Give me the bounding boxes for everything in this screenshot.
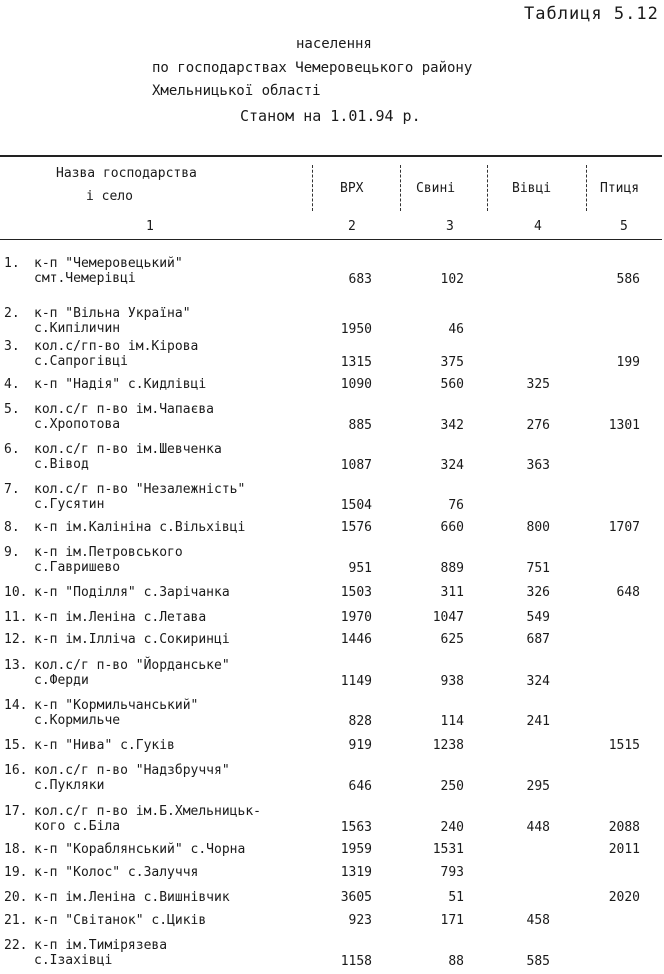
header-name-line-2: і село [86,189,133,204]
header-sheep: Вівці [512,181,552,196]
cell-birds: 2011 [608,842,640,857]
cell-pigs: 1531 [432,842,464,857]
row-number: 19. [4,865,28,880]
cell-pigs: 46 [448,322,464,337]
cell-sheep: 363 [526,458,550,473]
cell-vrh: 1970 [340,610,372,625]
row-number: 16. [4,763,28,778]
header-divider [312,165,313,211]
farm-name: к-п "Чемеровецький" смт.Чемерівці [34,256,183,286]
column-number: 4 [534,219,542,234]
title-line-4: Станом на 1.01.94 р. [240,107,421,125]
farm-name: к-п ім.Ілліча с.Сокиринці [34,632,230,647]
cell-vrh: 1087 [340,458,372,473]
row-number: 9. [4,545,20,560]
row-number: 11. [4,610,28,625]
cell-birds: 648 [616,585,640,600]
cell-pigs: 342 [440,418,464,433]
farm-name: к-п "Нива" с.Гуків [34,738,175,753]
row-number: 15. [4,738,28,753]
cell-pigs: 1047 [432,610,464,625]
farm-name: к-п "Світанок" с.Циків [34,913,207,928]
header-divider [586,165,587,211]
cell-sheep: 448 [526,820,550,835]
cell-pigs: 660 [440,520,464,535]
header-name-line-1: Назва господарства [56,166,197,181]
farm-name: к-п ім.Петровського с.Гавришево [34,545,183,575]
cell-sheep: 800 [526,520,550,535]
row-number: 3. [4,339,20,354]
cell-sheep: 295 [526,779,550,794]
cell-vrh: 646 [348,779,372,794]
cell-vrh: 3605 [340,890,372,905]
cell-sheep: 276 [526,418,550,433]
farm-name: к-п "Поділля" с.Зарічанка [34,585,230,600]
cell-birds: 2088 [608,820,640,835]
farm-name: к-п "Надія" с.Кидлівці [34,377,207,392]
farm-name: кол.с/гп-во ім.Кірова с.Сапрогівці [34,339,199,369]
cell-vrh: 828 [348,714,372,729]
cell-pigs: 102 [440,272,464,287]
cell-birds: 1515 [608,738,640,753]
farm-name: кол.с/г п-во "Незалежність" с.Гусятин [34,482,246,512]
cell-pigs: 938 [440,674,464,689]
farm-name: к-п "Кораблянський" с.Чорна [34,842,246,857]
row-number: 18. [4,842,28,857]
cell-sheep: 326 [526,585,550,600]
header-birds: Птиця [600,181,640,196]
row-number: 13. [4,658,28,673]
cell-vrh: 1149 [340,674,372,689]
title-line-3: Хмельницької області [152,83,321,99]
cell-sheep: 549 [526,610,550,625]
row-number: 14. [4,698,28,713]
cell-sheep: 324 [526,674,550,689]
cell-pigs: 250 [440,779,464,794]
row-number: 8. [4,520,20,535]
header-divider [400,165,401,211]
cell-vrh: 683 [348,272,372,287]
cell-vrh: 951 [348,561,372,576]
title-line-2: по господарствах Чемеровецького району [152,60,473,76]
farm-name: кол.с/г п-во ім.Б.Хмельницьк- кого с.Біла [34,804,261,834]
column-number: 5 [620,219,628,234]
farm-name: кол.с/г п-во ім.Чапаєва с.Хропотова [34,402,215,432]
cell-pigs: 889 [440,561,464,576]
farm-name: кол.с/г п-во "Йорданське" с.Ферди [34,658,230,688]
cell-vrh: 1090 [340,377,372,392]
farm-name: кол.с/г п-во "Надзбруччя" с.Пукляки [34,763,230,793]
cell-pigs: 114 [440,714,464,729]
farm-name: к-п ім.Калініна с.Вільхівці [34,520,246,535]
cell-vrh: 1446 [340,632,372,647]
cell-birds: 1301 [608,418,640,433]
row-number: 10. [4,585,28,600]
row-number: 12. [4,632,28,647]
farm-name: кол.с/г п-во ім.Шевченка с.Вівод [34,442,222,472]
cell-birds: 2020 [608,890,640,905]
row-number: 1. [4,256,20,271]
header-bottom-rule [0,239,662,240]
header-vrh: ВРХ [340,181,364,196]
cell-vrh: 1158 [340,954,372,969]
cell-vrh: 1950 [340,322,372,337]
cell-pigs: 51 [448,890,464,905]
cell-sheep: 585 [526,954,550,969]
title-line-1: населення [296,36,372,52]
row-number: 4. [4,377,20,392]
farm-name: к-п "Колос" с.Залуччя [34,865,199,880]
cell-pigs: 375 [440,355,464,370]
cell-vrh: 1576 [340,520,372,535]
cell-pigs: 88 [448,954,464,969]
cell-birds: 1707 [608,520,640,535]
column-number: 1 [146,219,154,234]
cell-vrh: 885 [348,418,372,433]
row-number: 2. [4,306,20,321]
cell-vrh: 1319 [340,865,372,880]
cell-pigs: 1238 [432,738,464,753]
cell-vrh: 1959 [340,842,372,857]
cell-vrh: 1504 [340,498,372,513]
cell-pigs: 311 [440,585,464,600]
farm-name: к-п ім.Леніна с.Летава [34,610,207,625]
cell-sheep: 458 [526,913,550,928]
row-number: 5. [4,402,20,417]
table-top-rule [0,155,662,157]
cell-vrh: 923 [348,913,372,928]
row-number: 22. [4,938,28,953]
cell-pigs: 560 [440,377,464,392]
header-pigs: Свині [416,181,456,196]
farm-name: к-п ім.Леніна с.Вишнівчик [34,890,230,905]
farm-name: к-п ім.Тимірязева с.Ізахівці [34,938,168,968]
row-number: 7. [4,482,20,497]
table-number-label: Таблиця 5.12 [524,4,659,24]
cell-pigs: 240 [440,820,464,835]
cell-sheep: 687 [526,632,550,647]
row-number: 17. [4,804,28,819]
cell-birds: 586 [616,272,640,287]
cell-vrh: 919 [348,738,372,753]
header-divider [487,165,488,211]
column-number: 3 [446,219,454,234]
cell-sheep: 325 [526,377,550,392]
cell-vrh: 1315 [340,355,372,370]
row-number: 20. [4,890,28,905]
cell-sheep: 241 [526,714,550,729]
column-number: 2 [348,219,356,234]
row-number: 21. [4,913,28,928]
cell-pigs: 793 [440,865,464,880]
cell-pigs: 625 [440,632,464,647]
cell-pigs: 76 [448,498,464,513]
cell-vrh: 1563 [340,820,372,835]
cell-sheep: 751 [526,561,550,576]
row-number: 6. [4,442,20,457]
farm-name: к-п "Кормильчанський" с.Кормильче [34,698,199,728]
cell-vrh: 1503 [340,585,372,600]
cell-pigs: 171 [440,913,464,928]
farm-name: к-п "Вільна Україна" с.Кипіличин [34,306,191,336]
cell-pigs: 324 [440,458,464,473]
cell-birds: 199 [616,355,640,370]
